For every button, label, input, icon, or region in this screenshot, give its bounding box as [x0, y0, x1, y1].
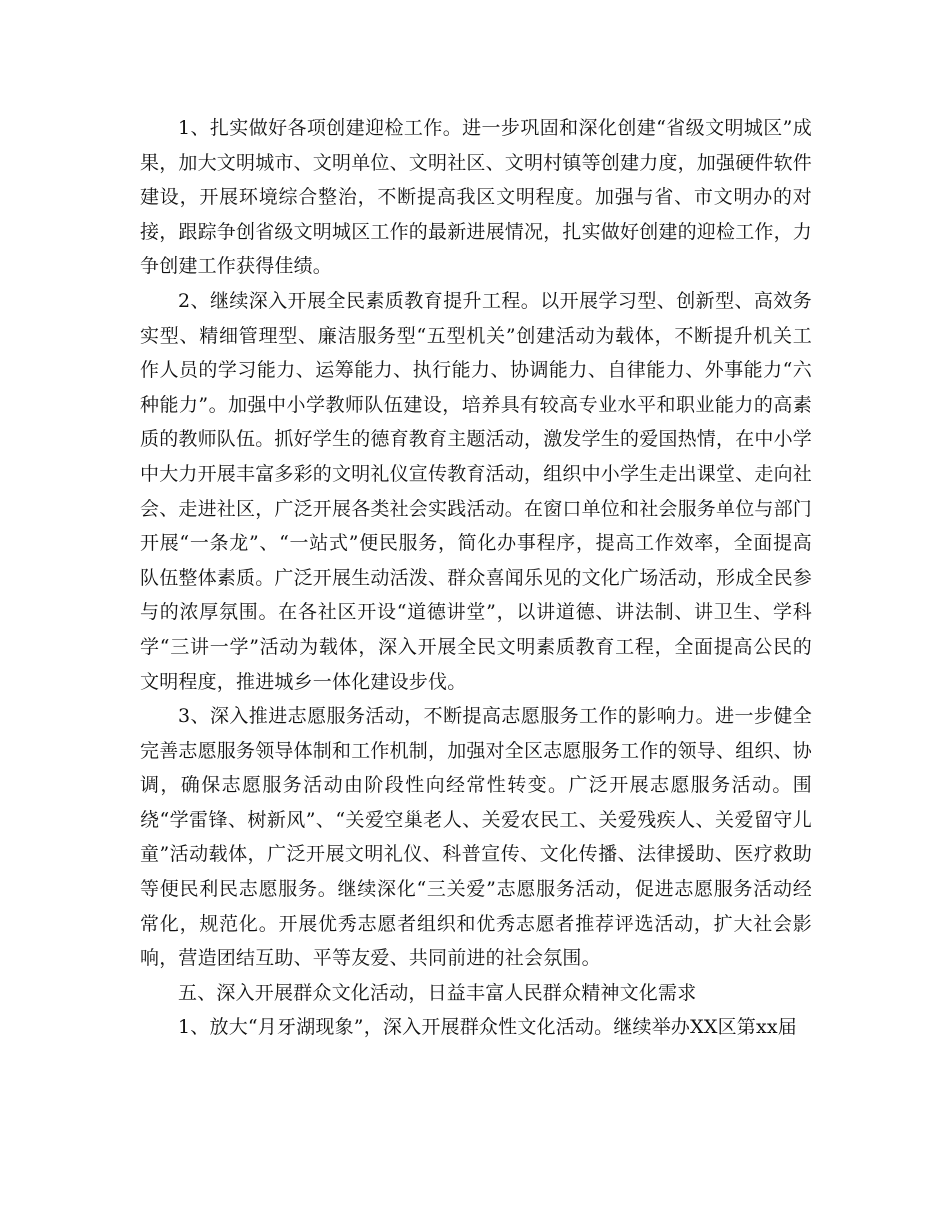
section-heading: 五、深入开展群众文化活动，日益丰富人民群众精神文化需求 — [178, 981, 697, 1004]
paragraph-3: 3、深入推进志愿服务活动，不断提高志愿服务工作的影响力。进一步健全完善志愿服务领导体制和工作机制，加强对全区志愿服务工作的领导、组织、协调，确保志愿服务活动由阶段性向经常性转变。广泛开展志愿服务活动。围绕“学雷锋、树新风”、“关爱空巢老人、关爱农民工、关爱残疾人、关爱留守儿童”活动载体，广泛开展文明礼仪、科普宣传、文化传播、法律援助、医疗救助等便民利民志愿服务。继续深化“三关爱”志愿服务活动，促进志愿服务活动经常化，规范化。开展优秀志愿者组织和优秀志愿者推荐评选活动，扩大社会影响，营造团结互助、平等友爱、共同前进的社会氛围。 — [140, 705, 813, 970]
document-body — [140, 111, 812, 1045]
paragraph-2: 2、继续深入开展全民素质教育提升工程。以开展学习型、创新型、高效务实型、精细管理型、廉洁服务型“五型机关”创建活动为载体，不断提升机关工作人员的学习能力、运筹能力、执行能力、协调能力、自律能力、外事能力“六种能力”。加强中小学教师队伍建设，培养具有较高专业水平和职业能力的高素质的教师队伍。抓好学生的德育教育主题活动，激发学生的爱国热情，在中小学中大力开展丰富多彩的文明礼仪宣传教育活动，组织中小学生走出课堂、走向社会、走进社区，广泛开展各类社会实践活动。在窗口单位和社会服务单位与部门开展“一条龙”、“一站式”便民服务，简化办事程序，提高工作效率，全面提高队伍整体素质。广泛开展生动活泼、群众喜闻乐见的文化广场活动，形成全民参与的浓厚氛围。在各社区开设“道德讲堂”，以讲道德、讲法制、讲卫生、学科学“三讲一学”活动为载体，深入开展全民文明素质教育工程，全面提高公民的文明程度，推进城乡一体化建设步伐。 — [140, 289, 813, 693]
paragraph-4: 1、放大“月牙湖现象”，深入开展群众性文化活动。继续举办XX区第xx届 — [178, 1016, 798, 1039]
paragraph-1: 1、扎实做好各项创建迎检工作。进一步巩固和深化创建“省级文明城区”成果，加大文明城市、文明单位、文明社区、文明村镇等创建力度，加强硬件软件建设，开展环境综合整治，不断提高我区文明程度。加强与省、市文明办的对接，跟踪争创省级文明城区工作的最新进展情况，扎实做好创建的迎检工作，力争创建工作获得佳绩。 — [140, 117, 813, 278]
